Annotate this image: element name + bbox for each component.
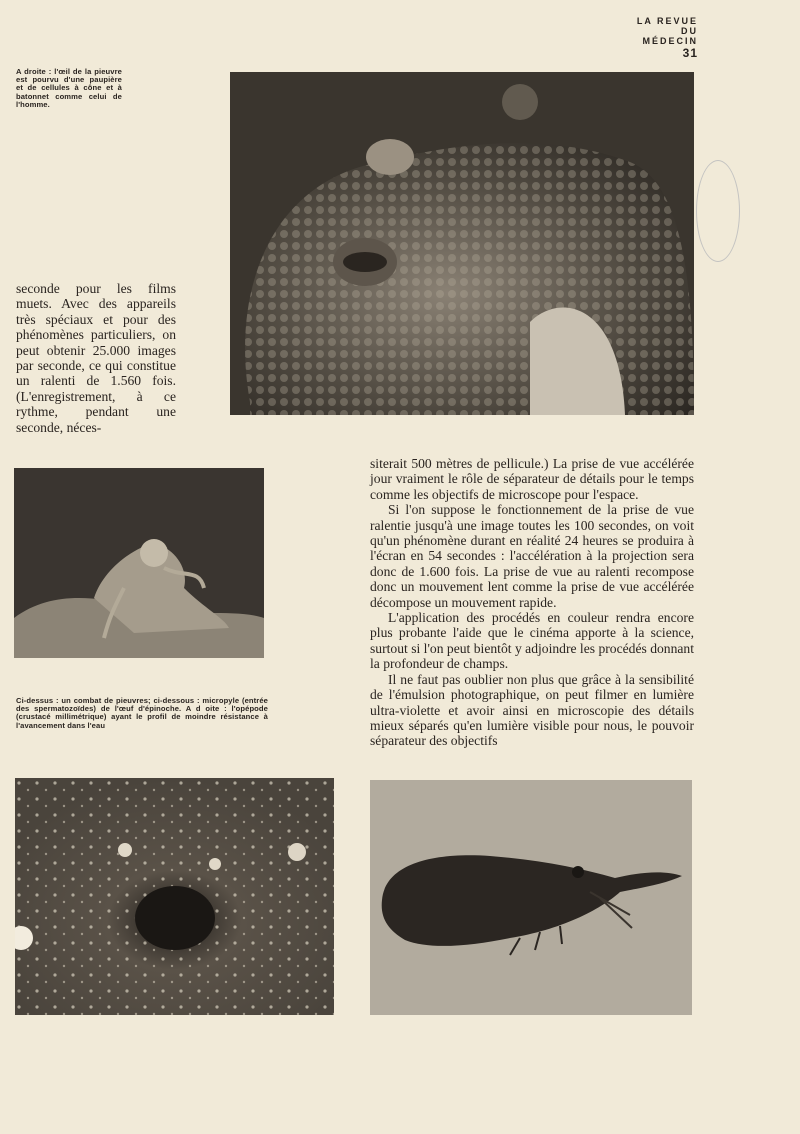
photo-micropyle xyxy=(15,778,334,1015)
masthead xyxy=(637,16,698,60)
caption-fight-micropyle-copepod: Ci-dessus : un combat de pieuvres; ci-dessous : micropyle (entrée des spermatozoïdes) de l'œuf d'épinoche. A d oite : l'opépode (crustacé millimétrique) ayant le profil de moindre résistance à l'avancement dans l'eau xyxy=(16,696,268,730)
photo-copepod xyxy=(370,780,692,1015)
masthead-line-2: DU xyxy=(681,26,698,36)
page-number: 31 xyxy=(682,46,698,60)
paragraph-1: siterait 500 mètres de pellicule.) La prise de vue accélérée jour vraiment le rôle de séparateur de détails pour le temps comme les objectifs de microscope pour l'espace. xyxy=(370,456,694,502)
photo-octopus-fight xyxy=(14,468,264,658)
photo-octopus-eye xyxy=(230,72,694,415)
paragraph-3: L'application des procédés en couleur rendra encore plus probante l'aide que le cinéma apporte à la science, surtout si l'on peut bientôt y adjoindre les procédés donnant la profondeur de champs. xyxy=(370,610,694,672)
paragraph-4: Il ne faut pas oublier non plus que grâce à la sensibilité de l'émulsion photographique, on peut filmer en lumière ultra-violette et avoir ainsi en microscopie des détails mieux séparés qu'en lumière visible pour nous, le pouvoir séparateur des objectifs xyxy=(370,671,694,749)
library-stamp xyxy=(696,160,740,262)
paragraph-2: Si l'on suppose le fonctionnement de la prise de vue ralentie jusqu'à une image toutes les 100 secondes, on voit qu'un phénomène durant en réalité 24 heures se produira à l'écran en 54 secondes : l'accélération à la projection sera donc de 1.600 fois. La prise de vue au ralenti recompose donc un mouvement lent comme la prise de vue accélérée décompose un mouvement rapide. xyxy=(370,502,694,610)
masthead-line-3: MÉDECIN xyxy=(642,36,698,46)
right-column-text xyxy=(370,456,694,749)
caption-octopus-eye: A droite : l'œil de la pieuvre est pourvu d'une paupière et de cellules à cône et à batonnet comme celui de l'homme. xyxy=(16,67,122,109)
masthead-line-1: LA REVUE xyxy=(636,16,698,26)
left-column-text: seconde pour les films muets. Avec des appareils très spéciaux et pour des phénomènes particuliers, on peut obtenir 25.000 images par seconde, ce qui constitue un ralenti de 1.560 fois. (L'enregistrement, à ce rythme, pendant une seconde, néces- xyxy=(16,281,176,435)
